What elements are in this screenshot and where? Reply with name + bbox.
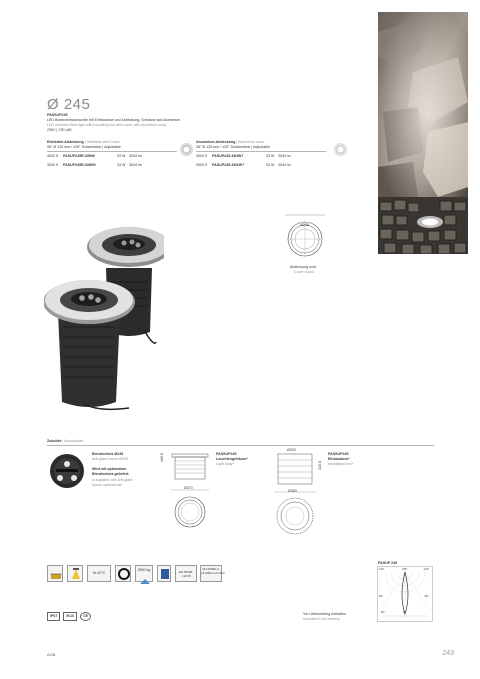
cover-dim: Ø245 <box>300 223 309 227</box>
ip67-badge: IP67 <box>47 612 60 621</box>
installation-box-height: 320.8 <box>318 461 322 470</box>
louvre-note-de: Wird mit optionalem Blendschutz geliefert. <box>92 467 130 476</box>
footnote-de: *im Lieferumfang enthalten <box>303 612 346 616</box>
light-beam-icon <box>67 565 83 582</box>
light-body-height: 160.8 <box>160 453 164 462</box>
recessed-icon <box>47 565 63 582</box>
group-stainless: Edelstahl-Abdeckung | Stainless steel cover 38° Ø 125 mm / ±25° Schwenkbar | Adjustable 4000 K PASUP245R-33NW 33 W 3044 lm 3000 K PASUP245R-33WW 33 W 3044 lm <box>47 140 177 168</box>
ce-badge: CE <box>80 612 91 621</box>
ring-icon <box>115 565 131 582</box>
group-heading-en: Stainless steel cover <box>86 140 120 144</box>
ik10-badge: IK10 <box>63 612 77 621</box>
installation-box-top: Ø230 <box>287 448 296 452</box>
aluminium-cover-swatch <box>334 143 347 156</box>
product-code: PASSUP245 <box>47 113 68 117</box>
table-row: 3000 K PASUP245-33WW7 33 W 3044 lm <box>196 163 291 167</box>
light-body-drawing <box>168 452 212 537</box>
temperature-badge: Ta 40°C <box>87 565 111 582</box>
installation-box-title-en: Installation box* <box>328 462 354 466</box>
light-body-code: PASSUP245 <box>216 452 237 456</box>
photometry-label: 180° <box>402 568 408 571</box>
footnote-en: Included in the delivery <box>303 617 340 621</box>
light-body-width: Ø270 <box>184 486 193 490</box>
louvre-note-en: Is supplied with anti-glare louvre optional use. <box>92 478 133 487</box>
group-heading-en: Aluminium cover <box>238 140 265 144</box>
cover-caption-en: Cover round <box>294 270 314 274</box>
louvre-title-en: Anti-glare louvre Ø245 <box>92 457 128 461</box>
group-heading: Aluminium-Abdeckung <box>196 140 236 144</box>
page-title: Ø 245 <box>47 96 91 113</box>
installation-box-drawing <box>272 448 318 543</box>
table-row: 4000 K PASUP245-33NW7 33 W 3044 lm <box>196 154 291 158</box>
stainless-cover-swatch <box>180 143 193 156</box>
light-body-title-en: Light body* <box>216 462 234 466</box>
cover-caption-de: Abdeckung rund <box>290 265 317 269</box>
product-image <box>44 212 164 417</box>
voltage-cri: 230V | CRI ≥80 <box>47 128 72 132</box>
dimmable-icon <box>157 565 171 582</box>
accessories-heading: Zubehör | Accessories <box>47 439 84 443</box>
photometry-label: -120° <box>423 568 430 571</box>
page-number: 243 <box>442 650 454 657</box>
installation-photo <box>378 12 468 254</box>
certification-badges <box>47 612 91 621</box>
table-row: 4000 K PASUP245R-33NW 33 W 3044 lm <box>47 154 142 158</box>
light-body-title: Leuchtengehäuse* <box>216 457 248 461</box>
photometry-label: 90° <box>379 595 383 598</box>
cover-drawing <box>283 213 327 262</box>
table-row: 3000 K PASUP245R-33WW 33 W 3044 lm <box>47 163 142 167</box>
desc-en: LED recessed floor light with mounting box and cover, with aluminium body <box>47 123 167 127</box>
group-heading: Edelstahl-Abdeckung <box>47 140 84 144</box>
photometry-label: 120° <box>379 568 385 571</box>
installation-box-title: Einbaudose* <box>328 457 350 461</box>
group-optics: 38° Ø 125 mm / ±25° Schwenkbar | Adjustable <box>47 145 121 149</box>
footer-logo: AGB <box>47 652 56 657</box>
installation-box-code: PASSUP245 <box>328 452 349 456</box>
group-aluminium: Aluminium-Abdeckung | Aluminium cover 38° Ø 125 mm / ±25° Schwenkbar | Adjustable 4000 K PASUP245-33NW7 33 W 3044 lm 3000 K PASUP245-33WW7 33 W 3044 lm <box>196 140 326 168</box>
louvre-title: Blendschutz Ø245 <box>92 452 124 456</box>
louvre-image <box>48 452 86 495</box>
standard-badge-2: EN 60598-2-13:2006+A1:2012 <box>200 565 222 582</box>
photometry-label: 60° <box>381 611 385 614</box>
group-optics: 38° Ø 125 mm / ±25° Schwenkbar | Adjustable <box>196 145 270 149</box>
standard-badge-1: EN 60598-1:2015 <box>175 565 197 582</box>
photometry-label: 0° <box>403 611 406 614</box>
desc-de: LED Bodeneinbauleuchte mit Einbaudose und Abdeckung, Gehäuse aus Aluminium <box>47 118 181 122</box>
photometry-label: -90° <box>424 595 429 598</box>
installation-box-width: Ø360 <box>288 489 297 493</box>
photometry-title: PASUP 245 <box>378 561 398 565</box>
section-divider <box>47 445 434 446</box>
load-badge: 3500 kg <box>135 565 153 582</box>
